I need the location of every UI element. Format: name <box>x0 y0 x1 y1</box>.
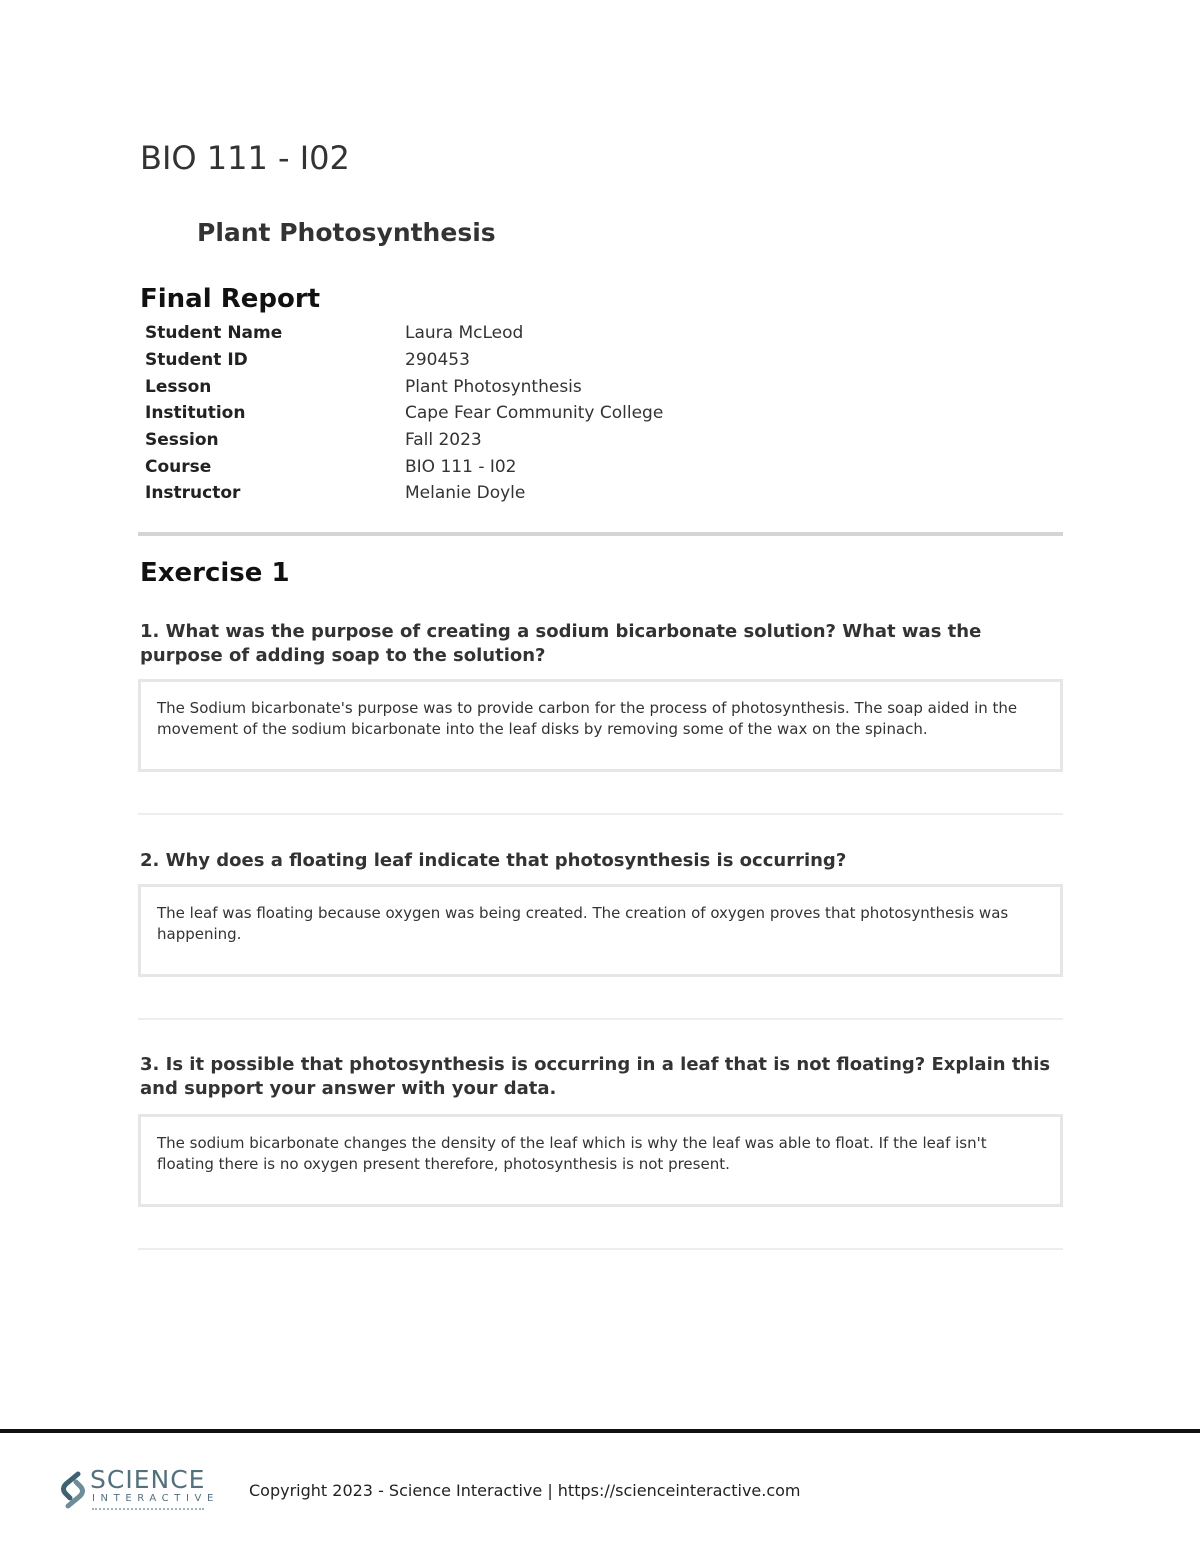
question-1: 1. What was the purpose of creating a sodium bicarbonate solution? What was the purpose of adding soap to the solution? <box>140 621 982 666</box>
info-label: Student Name <box>145 323 283 344</box>
info-label: Institution <box>145 403 246 424</box>
logo-wordmark-interactive: INTERACTIVE <box>92 1493 219 1504</box>
info-value: Melanie Doyle <box>405 483 526 504</box>
info-row-institution <box>145 400 663 427</box>
info-row-student-name <box>145 320 663 347</box>
question-divider <box>138 1018 1063 1020</box>
course-title: BIO 111 - I02 <box>140 139 350 177</box>
lesson-title: Plant Photosynthesis <box>197 218 496 247</box>
info-value: BIO 111 - I02 <box>405 456 517 477</box>
info-label: Lesson <box>145 376 212 397</box>
question-divider <box>138 1248 1063 1250</box>
footer-copyright: Copyright 2023 - Science Interactive | https://scienceinteractive.com <box>249 1481 801 1500</box>
question-3: 3. Is it possible that photosynthesis is occurring in a leaf that is not floating? Explain this and support your answer with your data. <box>140 1054 1051 1099</box>
info-value: Plant Photosynthesis <box>405 376 582 397</box>
info-label: Student ID <box>145 350 248 371</box>
info-row-instructor <box>145 480 663 507</box>
info-row-course <box>145 453 663 480</box>
info-label: Instructor <box>145 483 241 504</box>
info-value: 290453 <box>405 350 470 371</box>
student-info-table <box>145 320 663 507</box>
science-interactive-logo <box>58 1465 219 1516</box>
info-label: Session <box>145 430 219 451</box>
question-divider <box>138 813 1063 815</box>
info-value: Fall 2023 <box>405 430 482 451</box>
info-row-student-id <box>145 347 663 374</box>
question-2: 2. Why does a floating leaf indicate that photosynthesis is occurring? <box>140 850 847 871</box>
section-divider <box>138 532 1063 536</box>
info-value: Laura McLeod <box>405 323 524 344</box>
footer-divider <box>0 1429 1200 1433</box>
report-title: Final Report <box>140 284 321 314</box>
info-label: Course <box>145 456 212 477</box>
exercise-title: Exercise 1 <box>140 558 290 588</box>
logo-tagline-decoration <box>92 1508 204 1513</box>
info-row-session <box>145 427 663 454</box>
science-interactive-logo-icon <box>58 1470 88 1510</box>
logo-wordmark-science: SCIENCE <box>90 1465 206 1494</box>
info-value: Cape Fear Community College <box>405 403 664 424</box>
info-row-lesson <box>145 373 663 400</box>
answer-box-3: The sodium bicarbonate changes the density of the leaf which is why the leaf was able to float. If the leaf isn't floating there is no oxygen present therefore, photosynthesis is not present. <box>138 1114 1063 1207</box>
answer-box-2: The leaf was floating because oxygen was being created. The creation of oxygen proves that photosynthesis was happening. <box>138 884 1063 977</box>
answer-box-1: The Sodium bicarbonate's purpose was to provide carbon for the process of photosynthesis. The soap aided in the movement of the sodium bicarbonate into the leaf disks by removing some of the wax on the spinach. <box>138 679 1063 772</box>
